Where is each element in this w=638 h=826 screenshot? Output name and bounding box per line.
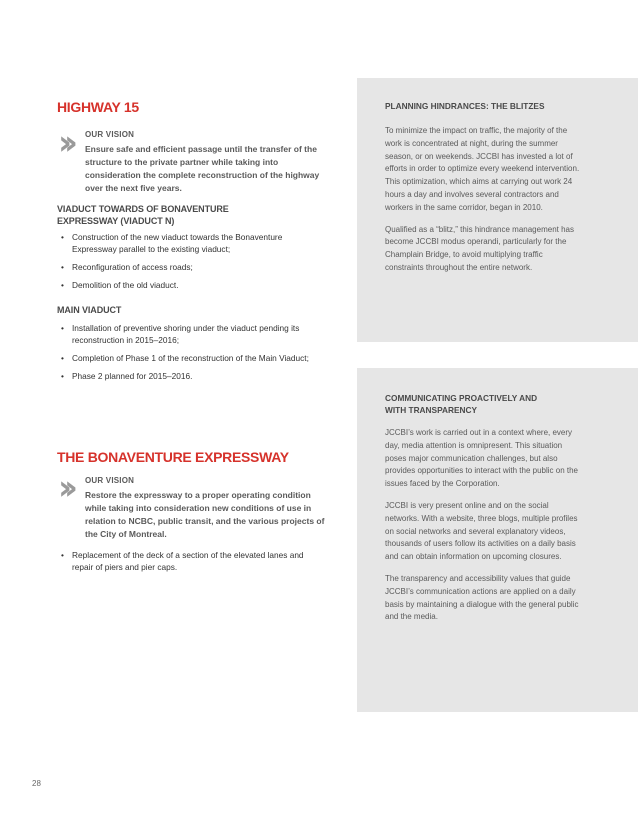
planning-hindrances-panel: [357, 78, 638, 342]
page-number: 28: [32, 779, 41, 788]
communicating-panel: [357, 368, 638, 712]
panel-paragraph: To minimize the impact on traffic, the majority of the work is concentrated at night, during the summer season, or on weekends. JCCBI has invested a lot of efforts in order to optimize every weekend intervention. This optimization, which aims at carrying out work 24 hours a day and involves several contractors and workers in the same corridor, began in 2010.: [385, 126, 580, 212]
list-item: • Completion of Phase 1 of the reconstruction of the Main Viaduct;: [58, 352, 318, 364]
double-chevron-right-icon: ››: [58, 468, 71, 508]
panel-body: [385, 125, 581, 284]
bonaventure-list: [58, 549, 318, 579]
list-item: • Installation of preventive shoring under the viaduct pending its reconstruction in 2015–2016;: [58, 322, 318, 346]
bonaventure-vision-text: Restore the expressway to a proper operating condition while taking into consideration new conditions of use in relation to NCBC, public transit, and the various projects of the City of Montreal.: [85, 490, 325, 539]
panel-body: [385, 427, 583, 633]
highway-title: HIGHWAY 15: [57, 99, 139, 115]
double-chevron-right-icon: ››: [58, 123, 71, 163]
panel-paragraph: Qualified as a “blitz,” this hindrance management has become JCCBI modus operandi, particularly for the Champlain Bridge, to avoid multiplying traffic constraints throughout the entire network.: [385, 224, 574, 272]
highway-vision-text: Ensure safe and efficient passage until the transfer of the structure to the private partner while taking into consideration the complete reconstruction of the highway over the next five years.: [85, 144, 320, 193]
bonaventure-title: THE BONAVENTURE EXPRESSWAY: [57, 449, 289, 465]
main-viaduct-list: [58, 322, 318, 388]
list-item: • Construction of the new viaduct towards the Bonaventure Expressway parallel to the existing viaduct;: [58, 231, 328, 255]
list-item: • Replacement of the deck of a section of the elevated lanes and repair of piers and pier caps.: [58, 549, 318, 573]
list-item: • Reconfiguration of access roads;: [58, 261, 328, 273]
panel-paragraph: JCCBI’s work is carried out in a context where, every day, media attention is omnipresent. This situation poses major communication challenges, but also provides opportunities to interact with the public on the issues faced by the Corporation.: [385, 428, 579, 489]
panel-paragraph: The transparency and accessibility values that guide JCCBI’s communication actions are applied on a daily basis by maintaining a dialogue with the general public and the media.: [385, 573, 579, 622]
panel-paragraph: JCCBI is very present online and on the social networks. With a website, three blogs, multiple profiles on social networks and several explanatory videos, thousands of users follow its activities on a daily basis and can obtain information on upcoming closures.: [385, 500, 578, 562]
viaduct-n-heading: VIADUCT TOWARDS OF BONAVENTURE EXPRESSWAY (VIADUCT N): [57, 204, 229, 226]
list-item: • Phase 2 planned for 2015–2016.: [58, 370, 318, 382]
panel-heading: PLANNING HINDRANCES: THE BLITZES: [385, 101, 545, 111]
bonaventure-vision-label: OUR VISION: [85, 476, 135, 485]
highway-vision-label: OUR VISION: [85, 130, 135, 139]
main-viaduct-heading: MAIN VIADUCT: [57, 305, 122, 315]
panel-heading: COMMUNICATING PROACTIVELY AND WITH TRANSPARENCY: [385, 393, 538, 415]
list-item: • Demolition of the old viaduct.: [58, 279, 328, 291]
viaduct-n-list: [58, 231, 328, 297]
